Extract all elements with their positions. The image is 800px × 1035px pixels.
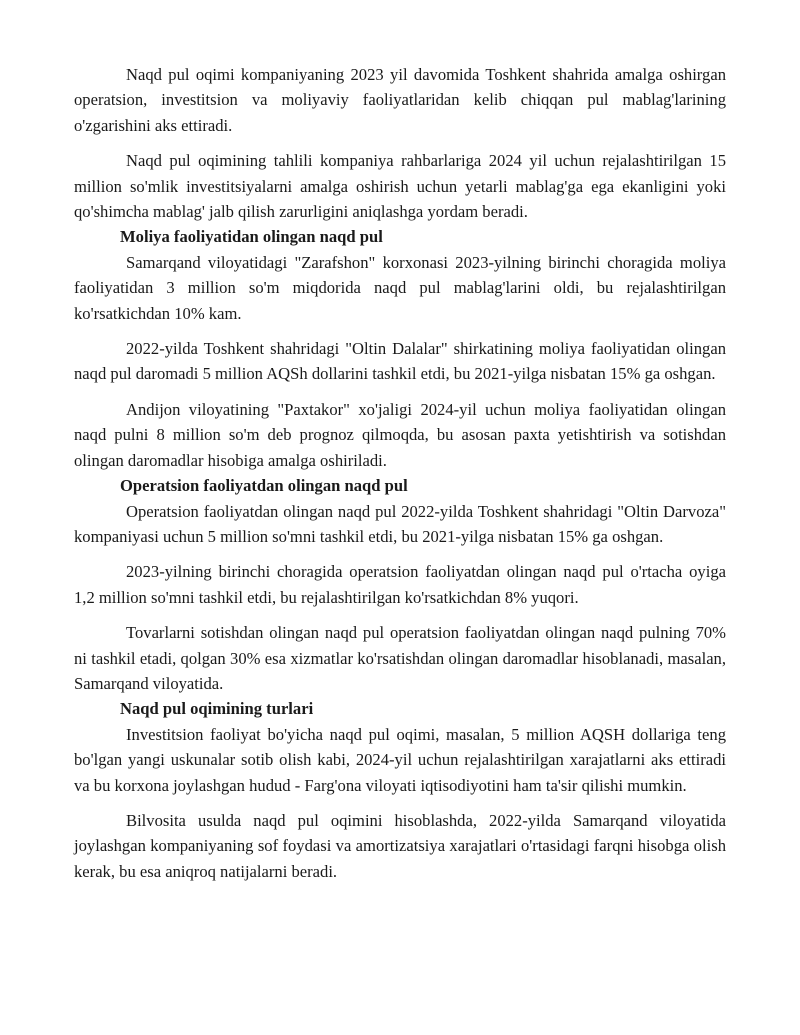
- body-paragraph: Andijon viloyatining "Paxtakor" xo'jaligi 2024-yil uchun moliya faoliyatidan olingan naqd pulni 8 million so'm deb prognoz qilmoqda, bu asosan paxta yetishtirish va sotishdan olingan daromadlar hisobiga amalga oshiriladi.: [74, 399, 726, 470]
- section-heading: Operatsion faoliyatdan olingan naqd pul: [120, 476, 408, 496]
- body-paragraph: 2022-yilda Toshkent shahridagi "Oltin Dalalar" shirkatining moliya faoliyatidan olingan naqd pul daromadi 5 million AQSh dollarini tashkil etdi, bu 2021-yilga nisbatan 15% ga oshgan.: [74, 339, 726, 384]
- body-paragraph: 2023-yilning birinchi choragida operatsion faoliyatdan olingan naqd pul o'rtacha oyiga 1,2 million so'mni tashkil etdi, bu rejalashtirilgan ko'rsatkichdan 8% yuqori.: [74, 562, 726, 607]
- section-heading: Moliya faoliyatidan olingan naqd pul: [120, 227, 383, 247]
- section-heading: Naqd pul oqimining turlari: [120, 699, 314, 719]
- intro-paragraph: Naqd pul oqimi kompaniyaning 2023 yil davomida Toshkent shahrida amalga oshirgan operatsion, investitsion va moliyaviy faoliyatlaridan kelib chiqqan pul mablag'larining o'zgarishini aks ettiradi.: [74, 65, 726, 135]
- document-page: [74, 62, 726, 884]
- body-paragraph: Samarqand viloyatidagi "Zarafshon" korxonasi 2023-yilning birinchi choragida moliya faoliyatidan 3 million so'm miqdorida naqd pul mablag'larini oldi, bu rejalashtirilgan ko'rsatkichdan 10% kam.: [74, 252, 726, 323]
- body-paragraph: Investitsion faoliyat bo'yicha naqd pul oqimi, masalan, 5 million AQSH dollariga teng bo'lgan yangi uskunalar sotib olish kabi, 2024-yil uchun rejalashtirilgan xarajatlarni aks ettiradi va bu korxona joylashgan hudud - Farg'ona viloyati iqtisodiyotini ham ta'sir qilishi mumkin.: [74, 724, 726, 795]
- body-paragraph: Bilvosita usulda naqd pul oqimini hisoblashda, 2022-yilda Samarqand viloyatida joylashgan kompaniyaning sof foydasi va amortizatsiya xarajatlari o'rtasidagi farqni hisobga olish kerak, bu esa aniqroq natijalarni beradi.: [74, 810, 726, 881]
- body-paragraph: Operatsion faoliyatdan olingan naqd pul 2022-yilda Toshkent shahridagi "Oltin Darvoza" kompaniyasi uchun 5 million so'mni tashkil etdi, bu 2021-yilga nisbatan 15% ga oshgan.: [74, 501, 726, 546]
- intro-paragraph: Naqd pul oqimining tahlili kompaniya rahbarlariga 2024 yil uchun rejalashtirilgan 15 million so'mlik investitsiyalarni amalga oshirish uchun yetarli mablag'ga ega ekanligini yoki qo'shimcha mablag' jalb qilish zarurligini aniqlashga yordam beradi.: [74, 151, 726, 222]
- body-paragraph: Tovarlarni sotishdan olingan naqd pul operatsion faoliyatdan olingan naqd pulning 70% ni tashkil etadi, qolgan 30% esa xizmatlar ko'rsatishdan olingan daromadlar hisoblanadi, masalan, Samarqand viloyatida.: [74, 623, 726, 693]
